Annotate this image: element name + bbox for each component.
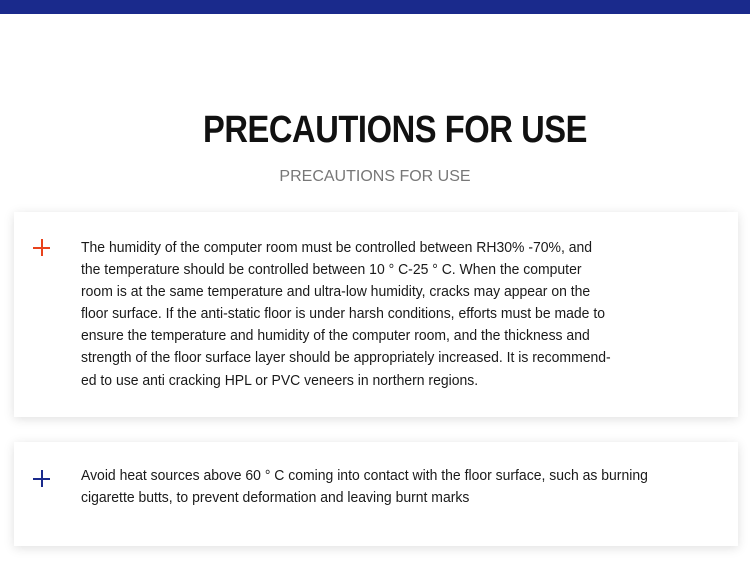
precaution-card-heat (14, 442, 738, 546)
text-line: floor surface. If the anti-static floor is under harsh conditions, efforts must be made to (81, 305, 605, 323)
precaution-text (81, 237, 707, 392)
text-line: Avoid heat sources above 60 ° C coming into contact with the floor surface, such as burning (81, 467, 648, 484)
plus-icon[interactable] (32, 238, 52, 258)
text-line: ed to use anti cracking HPL or PVC veneers in northern regions. (81, 371, 479, 389)
text-line: room is at the same temperature and ultra-low humidity, cracks may appear on the (81, 283, 591, 301)
plus-icon[interactable] (32, 469, 52, 489)
text-line: cigarette butts, to prevent deformation and leaving burnt marks (81, 489, 470, 507)
text-line: strength of the floor surface layer should be appropriately increased. It is recommend- (81, 349, 611, 367)
text-line: The humidity of the computer room must be controlled between RH30% -70%, and (81, 239, 593, 256)
text-line: ensure the temperature and humidity of the computer room, and the thickness and (81, 327, 590, 345)
text-line: the temperature should be controlled between 10 ° C-25 ° C. When the computer (81, 261, 582, 279)
precaution-text (81, 465, 707, 509)
precaution-card-humidity (14, 212, 738, 417)
top-bar (0, 0, 750, 14)
page-subtitle: PRECAUTIONS FOR USE (279, 168, 471, 185)
page-title: PRECAUTIONS FOR USE (202, 109, 588, 151)
